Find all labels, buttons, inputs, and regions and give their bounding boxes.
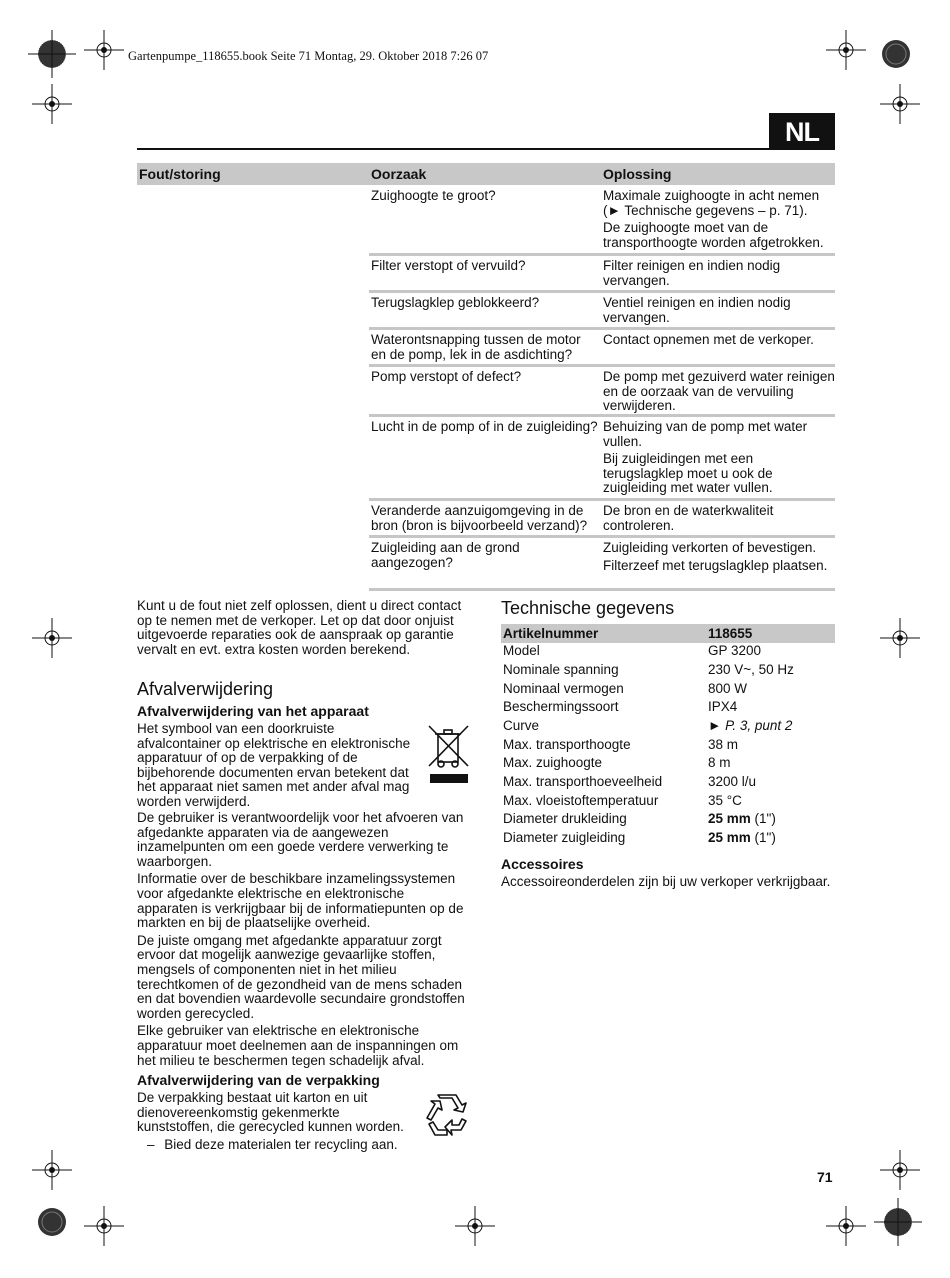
spec-row — [501, 736, 835, 755]
spec-row — [501, 661, 835, 680]
spec-value-rest: (1") — [750, 830, 776, 845]
solution-text: Zuigleiding verkorten of bevestigen. — [603, 540, 817, 555]
spec-row — [501, 717, 835, 736]
cause-cell: Zuigleiding aan de grond aangezogen? — [371, 540, 520, 570]
registration-star-mark — [874, 1198, 922, 1246]
device-disposal-paragraph: Informatie over de beschikbare inzamelingssystemen voor afgedankte elektrische en elektronische apparaten is verkrijgbaar bij de informatiepunten op de markten en bij de plaatselijke overheid. — [137, 871, 464, 931]
spec-key: Max. zuighoogte — [503, 755, 603, 770]
spec-value-bold: 25 mm — [708, 811, 751, 826]
spec-row — [501, 698, 835, 717]
registration-crosshair-mark — [826, 1206, 866, 1246]
bullet-dash: – — [147, 1137, 155, 1152]
language-badge: NL — [769, 113, 835, 150]
spec-value: ► P. 3, punt 2 — [708, 718, 793, 733]
spec-header-row — [501, 624, 835, 643]
table-row — [369, 290, 835, 329]
spec-value: 230 V~, 50 Hz — [708, 662, 794, 677]
spec-value — [708, 810, 776, 829]
intro-paragraph: Kunt u de fout niet zelf oplossen, dient u direct contact op te nemen met de verkoper. Let op dat door onjuist uitgevoerde reparaties ook de aanspraak op garantie vervalt en evt. extra kosten worden berekend. — [137, 598, 462, 657]
cause-cell: Lucht in de pomp of in de zuigleiding? — [371, 419, 598, 434]
device-disposal-paragraph: De gebruiker is verantwoordelijk voor het afvoeren van afgedankte apparaten via de aangewezen inzamelpunten om een goede verdere verwerking te waarborgen. — [137, 810, 464, 869]
table-row — [369, 535, 835, 591]
solution-text: Bij zuigleidingen met een terugslagklep moet u ook de zuigleiding met water vullen. — [603, 451, 773, 496]
solution-text: Ventiel reinigen en indien nodig vervangen. — [603, 295, 791, 325]
registration-crosshair-mark — [880, 84, 920, 124]
solution-text: Filter reinigen en indien nodig vervangen. — [603, 258, 781, 288]
page-number: 71 — [817, 1169, 833, 1185]
device-disposal-subtitle: Afvalverwijdering van het apparaat — [137, 703, 369, 719]
spec-value-bold: 25 mm — [708, 830, 751, 845]
device-disposal-first-paragraph: Het symbool van een doorkruiste afvalcontainer op elektrische en elektronische apparatuur of op de verpakking of de bijbehorende documenten ervan betekent dat het apparaat niet samen met ander afval mag worden verwijderd. — [137, 721, 411, 809]
column-header-cause: Oorzaak — [369, 163, 603, 185]
packaging-disposal-subtitle: Afvalverwijdering van de verpakking — [137, 1072, 380, 1088]
solution-text: De zuighoogte moet van de transporthoogte worden afgetrokken. — [603, 220, 824, 250]
solution-text: Behuizing van de pomp met water vullen. — [603, 419, 808, 449]
solution-text: De pomp met gezuiverd water reinigen en de oorzaak van de vervuiling verwijderen. — [603, 369, 835, 414]
spec-value: 38 m — [708, 737, 739, 752]
spec-row — [501, 792, 835, 811]
disposal-title: Afvalverwijdering — [137, 679, 274, 699]
cause-cell: Terugslagklep geblokkeerd? — [371, 295, 540, 310]
bullet-text: Bied deze materialen ter recycling aan. — [164, 1137, 398, 1152]
column-header-solution: Oplossing — [601, 163, 835, 185]
solution-text: De bron en de waterkwaliteit controleren. — [603, 503, 774, 533]
table-row — [369, 327, 835, 367]
registration-crosshair-mark — [84, 30, 124, 70]
spec-row — [501, 810, 835, 829]
spec-row — [501, 773, 835, 792]
spec-row — [501, 829, 835, 848]
crossed-bin-icon — [426, 724, 472, 786]
device-disposal-paragraph: De juiste omgang met afgedankte apparatuur zorgt ervoor dat mogelijk aanwezige gevaarlijke stoffen, mengsels of componenten niet in het milieu terechtkomen of de gezondheid van de mens schaden en dat bovendien waardevolle secundaire grondstoffen worden gerecycled. — [137, 932, 465, 1021]
spec-key: Diameter zuigleiding — [503, 830, 626, 845]
spec-key: Diameter drukleiding — [503, 811, 627, 826]
spec-key: Max. transporthoeveelheid — [503, 774, 663, 789]
table-row — [369, 185, 835, 253]
recycling-icon — [421, 1092, 471, 1140]
table-bottom-rule — [369, 588, 835, 591]
solution-text: Contact opnemen met de verkoper. — [603, 332, 814, 347]
registration-crosshair-mark — [880, 1150, 920, 1190]
spec-key: Nominaal vermogen — [503, 681, 624, 696]
spec-value: IPX4 — [708, 699, 738, 714]
solution-text: Maximale zuighoogte in acht nemen (► Technische gegevens – p. 71). — [603, 188, 820, 218]
spec-header-key: Artikelnummer — [503, 626, 599, 641]
registration-crosshair-mark — [32, 618, 72, 658]
spec-key: Nominale spanning — [503, 662, 619, 677]
registration-star-mark — [28, 1198, 76, 1246]
spec-value-rest: (1") — [750, 811, 776, 826]
spec-row — [501, 642, 835, 661]
spec-row — [501, 754, 835, 773]
accessories-title: Accessoires — [501, 856, 584, 872]
table-row — [369, 498, 835, 538]
solution-text: Filterzeef met terugslagklep plaatsen. — [603, 557, 828, 573]
accessories-text: Accessoireonderdelen zijn bij uw verkoper verkrijgbaar. — [501, 874, 831, 889]
spec-value: 800 W — [708, 681, 748, 696]
top-rule — [137, 148, 835, 150]
spec-row — [501, 680, 835, 699]
tech-title: Technische gegevens — [501, 598, 675, 618]
registration-crosshair-mark — [84, 1206, 124, 1246]
spec-value — [708, 829, 776, 848]
device-disposal-paragraph: Elke gebruiker van elektrische en elektronische apparatuur moet deelnemen aan de inspanningen om het milieu te beschermen tegen schadelijk afval. — [137, 1023, 459, 1068]
spec-header-value: 118655 — [708, 626, 753, 641]
packaging-disposal-text: De verpakking bestaat uit karton en uit dienovereenkomstig gekenmerkte kunststoffen, die gerecycled kunnen worden. — [137, 1090, 404, 1135]
registration-star-mark — [28, 30, 76, 78]
spec-key: Model — [503, 643, 540, 658]
table-row — [369, 414, 835, 501]
spec-key: Max. vloeistoftemperatuur — [503, 793, 659, 808]
book-info-header: Gartenpumpe_118655.book Seite 71 Montag, 29. Oktober 2018 7:26 07 — [128, 49, 489, 63]
table-row — [369, 364, 835, 417]
spec-key: Beschermingssoort — [503, 699, 619, 714]
cause-cell: Pomp verstopt of defect? — [371, 369, 522, 384]
registration-crosshair-mark — [32, 1150, 72, 1190]
cause-cell: Veranderde aanzuigomgeving in de bron (bron is bijvoorbeeld verzand)? — [371, 503, 588, 533]
cause-cell: Waterontsnapping tussen de motor en de pomp, lek in de asdichting? — [371, 332, 581, 362]
spec-value: 35 °C — [708, 793, 742, 808]
spec-key: Max. transporthoogte — [503, 737, 631, 752]
table-row — [369, 253, 835, 292]
cause-cell: Zuighoogte te groot? — [371, 188, 496, 203]
column-header-fault: Fout/storing — [137, 163, 369, 185]
registration-crosshair-mark — [455, 1206, 495, 1246]
spec-value: 3200 l/u — [708, 774, 757, 789]
registration-crosshair-mark — [32, 84, 72, 124]
registration-crosshair-mark — [826, 30, 866, 70]
cause-cell: Filter verstopt of vervuild? — [371, 258, 526, 273]
spec-key: Curve — [503, 718, 540, 733]
packaging-bullet — [147, 1138, 437, 1153]
spec-value: GP 3200 — [708, 643, 762, 658]
spec-value: 8 m — [708, 755, 731, 770]
registration-star-mark — [878, 30, 918, 78]
registration-crosshair-mark — [880, 618, 920, 658]
